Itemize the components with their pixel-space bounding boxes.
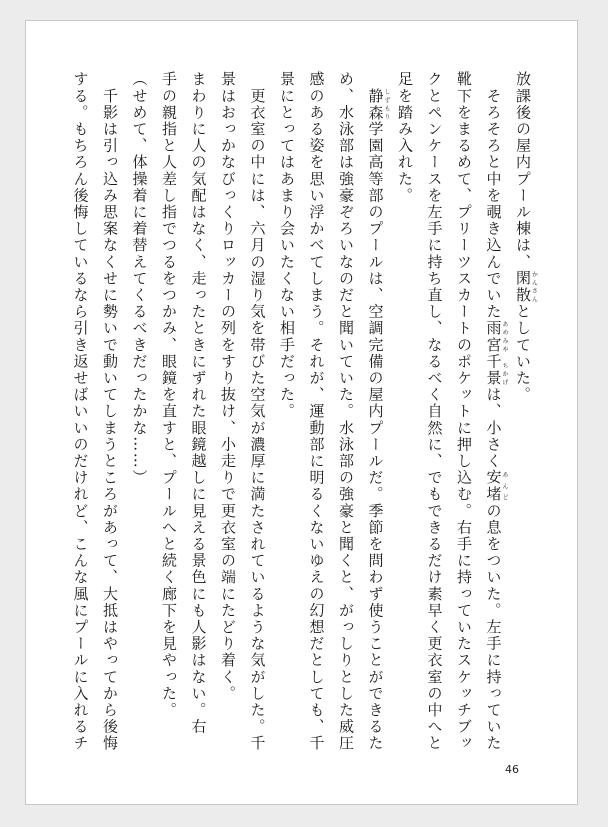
text-line: 放課後の屋内プール棟は、閑散かんさんとしていた。 — [514, 71, 538, 404]
page-number: 46 — [505, 763, 519, 776]
text-line: 景にとってはあまり会いたくない相手だった。 — [278, 71, 296, 420]
text-line: 手の親指と人差し指でつるをつかみ、眼鏡を直すと、プールへと続く廊下を見やった。 — [160, 71, 178, 719]
text-line: 千影は引っ込み思案なくせに勢いで動いてしまうところがあって、大抵はやってから後悔 — [101, 71, 119, 752]
text-line: 足を踏み入れた。 — [396, 71, 414, 204]
text-line: 静森しずもり学園高等部のプールは、空調完備の屋内プールだ。季節を問わず使うことができるた — [366, 87, 390, 752]
text-line: する。もちろん後悔しているなら引き返せばいいのだけれど、こんな風にプールに入れるチ — [71, 71, 90, 752]
text-line: （せめて、体操着に着替えてくるべきだったかな……） — [130, 71, 149, 486]
text-line: 靴下をまるめて、プリーツスカートのポケットに押し込む。右手に持っていたスケッチブッ — [455, 71, 473, 752]
vertical-text-block — [65, 71, 538, 752]
text-line: まわりに人の気配はなく、走ったときにずれた眼鏡越しに見える景色にも人影はない。右 — [189, 71, 208, 735]
text-line: 更衣室の中には、六月の湿り気を帯びた空気が濃厚に満たされているような気がした。千 — [248, 71, 267, 752]
book-page — [25, 20, 578, 805]
text-line: め、水泳部は強豪ぞろいなのだと聞いていた。水泳部の強豪と聞くと、がっしりとした威圧 — [337, 71, 355, 752]
text-line: 景はおっかなびっくりロッカーの列をすり抜け、小走りで更衣室の端にたどり着く。 — [219, 71, 237, 702]
text-line: そろそろと中を覗き込んでいた雨宮千景あめみや ちかげは、小さく安堵あんどの息をついた。左手に持っていた — [484, 71, 508, 752]
text-line: 感のある姿を思い浮かべてしまう。それが、運動部に明るくないゆえの幻想だとしても、千 — [307, 71, 326, 752]
text-line: クとペンケースを左手に持ち直し、なるべく自然に、でもできるだけ素早く更衣室の中へと — [425, 71, 444, 752]
